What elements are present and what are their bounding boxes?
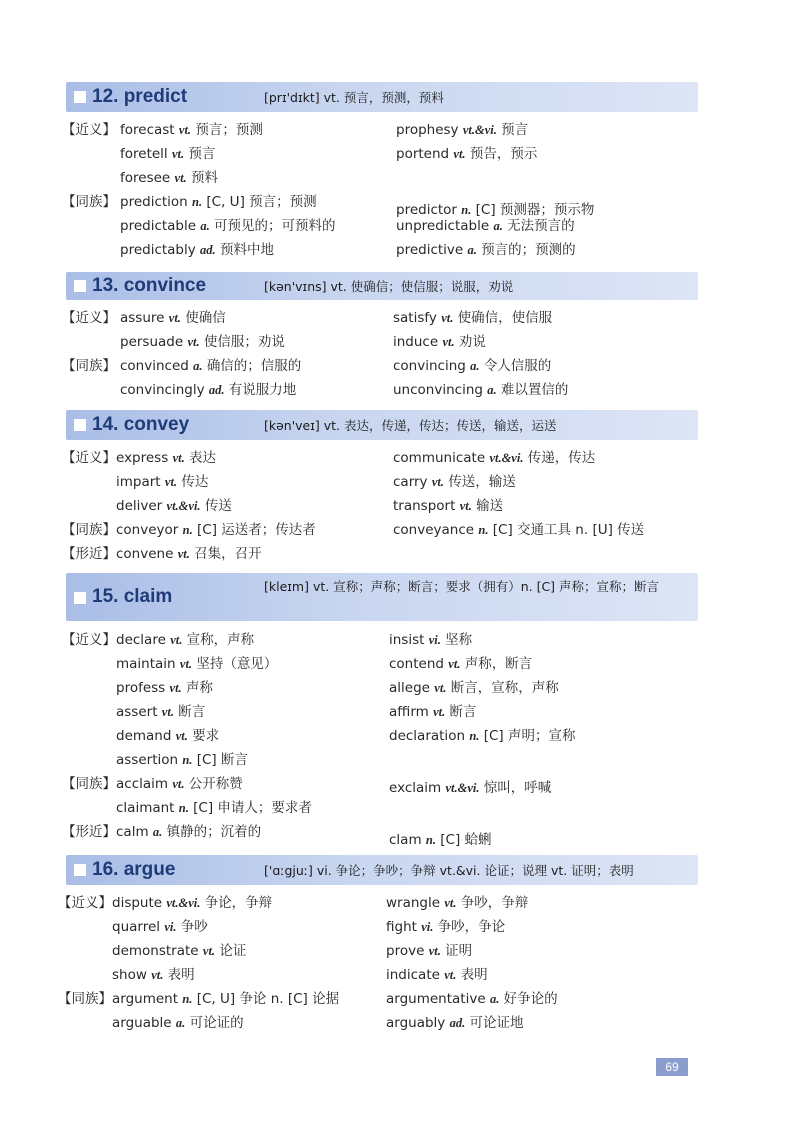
part-of-speech: vt. — [434, 681, 447, 695]
meaning: [C] 申请人；要求者 — [193, 800, 312, 816]
entry-header — [66, 410, 698, 440]
meaning: 传递，传达 — [527, 450, 596, 466]
synonym-right — [389, 628, 472, 648]
synonym-left — [116, 724, 219, 744]
synonym-left — [112, 963, 195, 983]
part-of-speech: a. — [489, 992, 500, 1006]
entry-definition: [kən'veɪ] vt. 表达，传递，传达；传送，输送，运送 — [264, 417, 557, 433]
part-of-speech: vt. — [444, 896, 457, 910]
part-of-speech: n. — [478, 523, 489, 537]
part-of-speech: vt. — [171, 147, 185, 161]
meaning: [C] 运送者；传达者 — [197, 522, 316, 538]
synonym-right — [396, 118, 528, 138]
meaning: 使确信，使信服 — [457, 310, 553, 326]
headword: prove — [386, 943, 425, 959]
relation-tag: 【同族】 — [62, 522, 116, 538]
entry-definition: [kən'vɪns] vt. 使确信；使信服；说服，劝说 — [264, 278, 514, 294]
meaning: 使确信 — [185, 310, 226, 326]
synonym-left — [120, 166, 218, 186]
synonym-right — [393, 446, 595, 466]
synonym-left — [116, 700, 205, 720]
header-square-icon — [74, 864, 86, 876]
part-of-speech: vt. — [179, 657, 193, 671]
synonym-left — [116, 542, 262, 562]
part-of-speech: vt. — [169, 681, 182, 695]
part-of-speech: vt. — [177, 547, 190, 561]
entry-word: 12. predict — [92, 86, 188, 107]
synonym-right — [393, 330, 486, 350]
headword: conveyance — [393, 522, 475, 538]
meaning: 断言 — [449, 704, 477, 720]
headword: declare — [116, 632, 166, 648]
part-of-speech: n. — [469, 729, 480, 743]
part-of-speech: vt.&vi. — [445, 781, 480, 795]
headword: demand — [116, 728, 172, 744]
synonym-left — [120, 118, 263, 138]
headword: assure — [120, 310, 165, 326]
headword: wrangle — [386, 895, 441, 911]
part-of-speech: a. — [467, 243, 477, 257]
part-of-speech: n. — [182, 753, 193, 767]
meaning: 可预见的；可预料的 — [214, 218, 336, 234]
synonym-left — [120, 306, 226, 326]
meaning: 传送，输送 — [448, 474, 516, 490]
part-of-speech: n. — [192, 195, 203, 209]
headword: assertion — [116, 752, 179, 768]
entry-header — [66, 573, 698, 621]
synonym-right — [393, 354, 551, 374]
part-of-speech: vt.&vi. — [462, 123, 497, 137]
synonym-right — [393, 518, 644, 538]
relation-tag: 【同族】 — [62, 358, 116, 374]
synonym-left — [116, 518, 316, 538]
meaning: 使信服；劝说 — [203, 334, 285, 350]
headword: predictive — [396, 242, 464, 258]
headword: predictor — [396, 202, 457, 218]
meaning: 表明 — [167, 967, 195, 983]
part-of-speech: n. — [461, 203, 472, 217]
meaning: 表达 — [189, 450, 217, 466]
meaning: 惊叫，呼喊 — [483, 780, 552, 796]
headword: prediction — [120, 194, 188, 210]
meaning: 有说服力地 — [228, 382, 297, 398]
headword: exclaim — [389, 780, 442, 796]
part-of-speech: a. — [200, 219, 210, 233]
headword: affirm — [389, 704, 429, 720]
headword: declaration — [389, 728, 466, 744]
headword: argumentative — [386, 991, 486, 1007]
meaning: 宣称，声称 — [186, 632, 255, 648]
entry-word: 14. convey — [92, 414, 190, 435]
part-of-speech: vt. — [202, 944, 216, 958]
headword: express — [116, 450, 169, 466]
synonym-right — [386, 915, 505, 935]
synonym-right — [393, 494, 503, 514]
header-square-icon — [74, 592, 86, 604]
synonym-left — [112, 1011, 244, 1031]
headword: profess — [116, 680, 166, 696]
header-square-icon — [74, 419, 86, 431]
relation-tag: 【近义】 — [62, 632, 116, 648]
synonym-right — [396, 214, 575, 234]
header-square-icon — [74, 280, 86, 292]
entry-header — [66, 272, 698, 300]
meaning: 预言的；预测的 — [481, 242, 576, 258]
part-of-speech: vt. — [178, 123, 192, 137]
headword: clam — [389, 832, 422, 848]
meaning: 镇静的；沉着的 — [166, 824, 262, 840]
meaning: 预言 — [188, 146, 216, 162]
part-of-speech: vt.&vi. — [166, 499, 201, 513]
headword: satisfy — [393, 310, 437, 326]
headword: claimant — [116, 800, 175, 816]
part-of-speech: vt. — [172, 451, 185, 465]
headword: calm — [116, 824, 149, 840]
headword: carry — [393, 474, 428, 490]
headword: arguable — [112, 1015, 172, 1031]
headword: unconvincing — [393, 382, 483, 398]
headword: impart — [116, 474, 161, 490]
headword: indicate — [386, 967, 440, 983]
part-of-speech: vt. — [431, 475, 445, 489]
part-of-speech: vt.&vi. — [166, 896, 201, 910]
meaning: 争吵 — [180, 919, 208, 935]
meaning: [C] 声明；宣称 — [483, 728, 576, 744]
synonym-left — [120, 354, 301, 374]
part-of-speech: a. — [493, 219, 503, 233]
headword: quarrel — [112, 919, 161, 935]
headword: foresee — [120, 170, 171, 186]
meaning: 争论，争辩 — [204, 895, 273, 911]
meaning: 争吵，争论 — [437, 919, 506, 935]
synonym-left — [120, 214, 336, 234]
synonym-right — [396, 238, 576, 258]
synonym-left — [116, 772, 243, 792]
meaning: [C] 断言 — [196, 752, 248, 768]
part-of-speech: vt. — [433, 705, 446, 719]
meaning: 坚称 — [445, 632, 473, 648]
synonym-left — [120, 142, 215, 162]
relation-tag: 【近义】 — [62, 450, 116, 466]
relation-tag: 【形近】 — [62, 546, 116, 562]
meaning: 好争论的 — [503, 991, 558, 1007]
synonym-left — [116, 796, 312, 816]
headword: insist — [389, 632, 425, 648]
part-of-speech: a. — [470, 359, 480, 373]
headword: acclaim — [116, 776, 169, 792]
headword: fight — [386, 919, 417, 935]
part-of-speech: a. — [193, 359, 203, 373]
headword: conveyor — [116, 522, 179, 538]
headword: persuade — [120, 334, 184, 350]
headword: prophesy — [396, 122, 459, 138]
synonym-left — [116, 628, 254, 648]
synonym-left — [112, 987, 339, 1007]
meaning: 劝说 — [458, 334, 486, 350]
headword: transport — [393, 498, 456, 514]
part-of-speech: n. — [182, 523, 193, 537]
synonym-left — [116, 446, 216, 466]
headword: maintain — [116, 656, 176, 672]
meaning: 坚持（意见） — [196, 656, 278, 672]
part-of-speech: vt. — [428, 944, 441, 958]
headword: induce — [393, 334, 439, 350]
entry-word: 13. convince — [92, 275, 207, 296]
synonym-right — [396, 142, 537, 162]
synonym-right — [386, 987, 558, 1007]
part-of-speech: ad. — [208, 383, 225, 397]
part-of-speech: vt. — [161, 705, 174, 719]
part-of-speech: vt. — [174, 171, 187, 185]
part-of-speech: vt. — [444, 968, 457, 982]
synonym-right — [386, 1011, 524, 1031]
headword: convincingly — [120, 382, 205, 398]
part-of-speech: vi. — [428, 633, 441, 647]
synonym-left — [112, 939, 246, 959]
part-of-speech: vi. — [421, 920, 434, 934]
meaning: [C, U] 争论 n. [C] 论据 — [196, 991, 340, 1007]
relation-tag: 【同族】 — [58, 991, 112, 1007]
meaning: 输送 — [476, 498, 504, 514]
synonym-right — [393, 306, 552, 326]
synonym-left — [120, 190, 317, 210]
part-of-speech: a. — [487, 383, 497, 397]
entry-header — [66, 855, 698, 885]
headword: argument — [112, 991, 179, 1007]
meaning: 召集，召开 — [194, 546, 262, 562]
meaning: 断言 — [178, 704, 206, 720]
headword: arguably — [386, 1015, 446, 1031]
meaning: [C, U] 预言；预测 — [206, 194, 317, 210]
part-of-speech: vt. — [164, 475, 178, 489]
part-of-speech: vt. — [448, 657, 461, 671]
synonym-right — [393, 378, 568, 398]
meaning: 难以置信的 — [500, 382, 569, 398]
synonym-right — [389, 724, 575, 744]
meaning: 可论证的 — [189, 1015, 244, 1031]
entry-word: 15. claim — [92, 586, 173, 607]
headword: predictably — [120, 242, 196, 258]
part-of-speech: vt. — [172, 777, 185, 791]
part-of-speech: a. — [152, 825, 163, 839]
synonym-right — [393, 470, 516, 490]
synonym-right — [386, 963, 488, 983]
entry-definition: [prɪ'dɪkt] vt. 预言，预测，预料 — [264, 89, 444, 105]
headword: unpredictable — [396, 218, 490, 234]
meaning: [C] 预测器；预示物 — [475, 202, 595, 218]
header-square-icon — [74, 91, 86, 103]
synonym-right — [386, 939, 472, 959]
synonym-left — [120, 238, 274, 258]
relation-tag: 【近义】 — [62, 122, 116, 138]
synonym-left — [120, 378, 296, 398]
meaning: 预言 — [501, 122, 529, 138]
headword: allege — [389, 680, 430, 696]
part-of-speech: n. — [178, 801, 189, 815]
entry-definition: ['ɑːgjuː] vi. 争论；争吵；争辩 vt.&vi. 论证；说理 vt. 证明；表明 — [264, 862, 634, 878]
entry-word: 16. argue — [92, 859, 176, 880]
synonym-right — [389, 652, 532, 672]
meaning: 断言，宣称，声称 — [450, 680, 559, 696]
part-of-speech: vt. — [453, 147, 466, 161]
entry-header — [66, 82, 698, 112]
synonym-left — [116, 494, 232, 514]
headword: dispute — [112, 895, 163, 911]
meaning: 可论证地 — [469, 1015, 524, 1031]
part-of-speech: vt.&vi. — [489, 451, 524, 465]
synonym-right — [386, 891, 528, 911]
part-of-speech: vt. — [175, 729, 188, 743]
meaning: [C] 蛤蜊 — [440, 832, 492, 848]
headword: portend — [396, 146, 450, 162]
headword: demonstrate — [112, 943, 199, 959]
synonym-right — [389, 700, 477, 720]
part-of-speech: vt. — [187, 335, 200, 349]
meaning: 争吵，争辩 — [460, 895, 529, 911]
headword: forecast — [120, 122, 175, 138]
relation-tag: 【同族】 — [62, 776, 116, 792]
part-of-speech: a. — [175, 1016, 186, 1030]
synonym-right — [389, 676, 559, 696]
headword: deliver — [116, 498, 163, 514]
meaning: 论证 — [219, 943, 247, 959]
synonym-left — [116, 748, 248, 768]
meaning: 声称，断言 — [464, 656, 533, 672]
meaning: 无法预言的 — [507, 218, 575, 234]
part-of-speech: n. — [182, 992, 193, 1006]
relation-tag: 【形近】 — [62, 824, 116, 840]
relation-tag: 【近义】 — [58, 895, 112, 911]
meaning: 令人信服的 — [483, 358, 552, 374]
meaning: 预言；预测 — [195, 122, 263, 138]
meaning: 公开称赞 — [188, 776, 243, 792]
headword: communicate — [393, 450, 486, 466]
part-of-speech: vt. — [459, 499, 472, 513]
headword: foretell — [120, 146, 168, 162]
meaning: [C] 交通工具 n. [U] 传送 — [492, 522, 645, 538]
synonym-left — [112, 915, 208, 935]
headword: contend — [389, 656, 444, 672]
synonym-right — [389, 776, 551, 796]
meaning: 预告，预示 — [469, 146, 538, 162]
synonym-left — [120, 330, 285, 350]
synonym-left — [112, 891, 272, 911]
part-of-speech: vt. — [441, 311, 454, 325]
headword: show — [112, 967, 147, 983]
headword: convene — [116, 546, 174, 562]
meaning: 表明 — [460, 967, 488, 983]
headword: convinced — [120, 358, 189, 374]
headword: convincing — [393, 358, 466, 374]
meaning: 预料中地 — [219, 242, 274, 258]
part-of-speech: vt. — [170, 633, 183, 647]
meaning: 证明 — [445, 943, 473, 959]
synonym-left — [116, 820, 261, 840]
synonym-left — [116, 652, 277, 672]
relation-tag: 【近义】 — [62, 310, 116, 326]
meaning: 传达 — [181, 474, 209, 490]
headword: predictable — [120, 218, 197, 234]
synonym-right — [389, 828, 492, 848]
part-of-speech: vi. — [164, 920, 177, 934]
relation-tag: 【同族】 — [62, 194, 116, 210]
synonym-left — [116, 676, 213, 696]
synonym-left — [116, 470, 208, 490]
headword: assert — [116, 704, 158, 720]
entry-definition: [kleɪm] vt. 宣称；声称；断言；要求（拥有）n. [C] 声称；宣称；断言 — [264, 579, 660, 594]
page-number: 69 — [656, 1058, 688, 1076]
meaning: 声称 — [185, 680, 213, 696]
part-of-speech: n. — [425, 833, 436, 847]
part-of-speech: vt. — [442, 335, 455, 349]
part-of-speech: vt. — [168, 311, 181, 325]
part-of-speech: vt. — [151, 968, 164, 982]
meaning: 要求 — [192, 728, 220, 744]
meaning: 传送 — [204, 498, 232, 514]
part-of-speech: ad. — [449, 1016, 466, 1030]
meaning: 确信的；信服的 — [206, 358, 302, 374]
meaning: 预料 — [190, 170, 218, 186]
part-of-speech: ad. — [200, 243, 216, 257]
